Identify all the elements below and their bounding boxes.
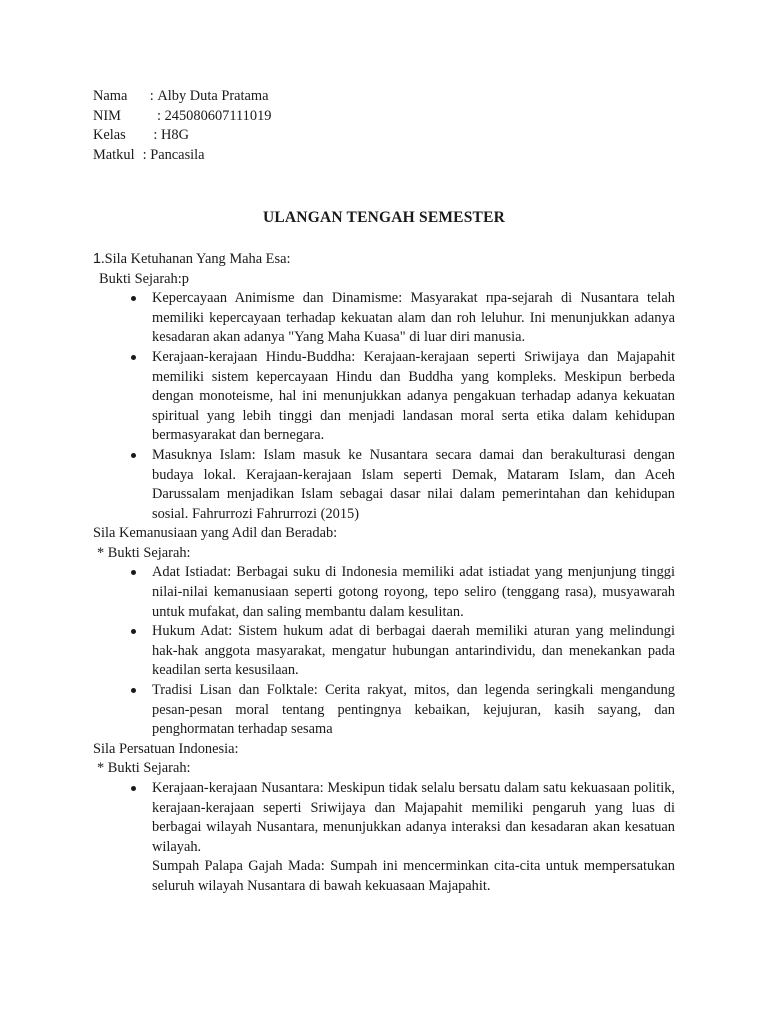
bullet-icon — [131, 629, 136, 634]
info-separator: : — [139, 107, 165, 124]
list-item — [93, 681, 675, 740]
list-item-text: Kepercayaan Animisme dan Dinamisme: Masyarakat пра-sejarah di Nusantara telah memiliki kepercayaan terhadap kekuatan alam dan roh leluhur. Ini menunjukkan adanya kesadaran akan adanya "Yang Maha Kuasa" di luar diri manusia. — [152, 290, 675, 346]
bullet-icon — [131, 355, 136, 360]
info-separator: : — [139, 88, 158, 104]
bullet-icon — [131, 296, 136, 301]
list-item-text: Masuknya Islam: Islam masuk ke Nusantara secara damai dan berakulturasi dengan budaya lokal. Kerajaan-kerajaan Islam seperti Demak, Mataram Islam, dan Aceh Darussalam menjadikan Islam sebagai dasar nilai dalam pemerintahan dan kehidupan sosial. Fahrurrozi Fahrurrozi (2015) — [152, 446, 675, 522]
info-value: Alby Duta Pratama — [157, 88, 269, 104]
info-row-nim — [93, 107, 675, 127]
evidence-list — [93, 563, 675, 739]
section-heading: Sila Kemanusiaan yang Adil dan Beradab: — [93, 525, 338, 542]
bullet-icon — [131, 688, 136, 693]
list-item — [93, 289, 675, 348]
info-label: NIM — [93, 107, 121, 124]
evidence-list — [93, 289, 675, 524]
info-row-course — [93, 146, 675, 166]
list-item-text: Hukum Adat: Sistem hukum adat di berbagai daerah memiliki aturan yang melindungi hak-hak anggota masyarakat, mengatur hubungan antarindividu, dan menekankan pada keadilan serta kesusilaan. — [152, 623, 675, 679]
list-item — [93, 563, 675, 622]
list-item-text: Tradisi Lisan dan Folktale: Cerita rakyat, mitos, dan legenda seringkali mengandung pesan-pesan moral tentang pentingnya kebaikan, kejujuran, kasih sayang, dan penghormatan terhadap sesama — [152, 682, 675, 738]
list-item — [93, 348, 675, 446]
bullet-icon — [131, 570, 136, 575]
bullet-icon — [131, 453, 136, 458]
info-separator: : — [139, 127, 161, 144]
list-item — [93, 446, 675, 524]
section-persatuan — [93, 740, 675, 897]
bullet-icon — [131, 786, 136, 791]
document-page — [93, 87, 675, 897]
info-label: Nama — [93, 88, 128, 104]
info-separator: : — [139, 146, 151, 163]
info-value: 245080607111019 — [164, 107, 272, 124]
evidence-list — [93, 779, 675, 857]
section-ketuhanan — [93, 250, 675, 524]
info-value: H8G — [161, 127, 189, 144]
section-number: 1 — [93, 250, 102, 267]
section-heading: Sila Persatuan Indonesia: — [93, 740, 239, 757]
list-item-text: Adat Istiadat: Berbagai suku di Indonesia memiliki adat istiadat yang menjunjung tinggi nilai-nilai kemanusiaan seperti gotong royong, tepo seliro (tenggang rasa), musyawarah untuk mufakat, dan saling membantu dalam kesulitan. — [152, 564, 675, 620]
document-title: ULANGAN TENGAH SEMESTER — [262, 209, 506, 227]
info-value: Pancasila — [150, 146, 205, 163]
section-kemanusiaan — [93, 524, 675, 740]
info-row-class — [93, 126, 675, 146]
continuation-paragraph: Sumpah Palapa Gajah Mada: Sumpah ini mencerminkan cita-cita untuk mempersatukan seluruh wilayah Nusantara di bawah kekuasaan Majapahit. — [152, 858, 675, 894]
section-heading — [93, 250, 675, 270]
section-heading-text: .Sila Ketuhanan Yang Maha Esa: — [101, 250, 291, 267]
info-label: Kelas — [93, 127, 126, 144]
student-info — [93, 87, 675, 165]
list-item — [93, 779, 675, 857]
evidence-subheading: * Bukti Sejarah: — [97, 760, 191, 777]
evidence-subheading: Bukti Sejarah:p — [99, 270, 189, 287]
evidence-subheading: * Bukti Sejarah: — [97, 544, 191, 561]
list-item-text: Kerajaan-kerajaan Hindu-Buddha: Kerajaan-kerajaan seperti Sriwijaya dan Majapahit memiliki sistem kepercayaan Hindu dan Buddha yang kompleks. Meskipun berbeda dengan monoteisme, hal ini menunjukkan adanya pengakuan terhadap adanya kekuatan spiritual yang lebih tinggi dan menjadi landasan moral serta etika dalam kehidupan bermasyarakat dan bernegara. — [152, 348, 675, 444]
list-item — [93, 622, 675, 681]
info-row-name — [93, 87, 675, 107]
info-label: Matkul — [93, 146, 135, 163]
list-item-text: Kerajaan-kerajaan Nusantara: Meskipun tidak selalu bersatu dalam satu kekuasaan politik, kerajaan-kerajaan seperti Sriwijaya dan Majapahit memiliki pengaruh yang luas di berbagai wilayah Nusantara, menunjukkan adanya interaksi dan kesadaran akan kesatuan wilayah. — [152, 780, 675, 855]
